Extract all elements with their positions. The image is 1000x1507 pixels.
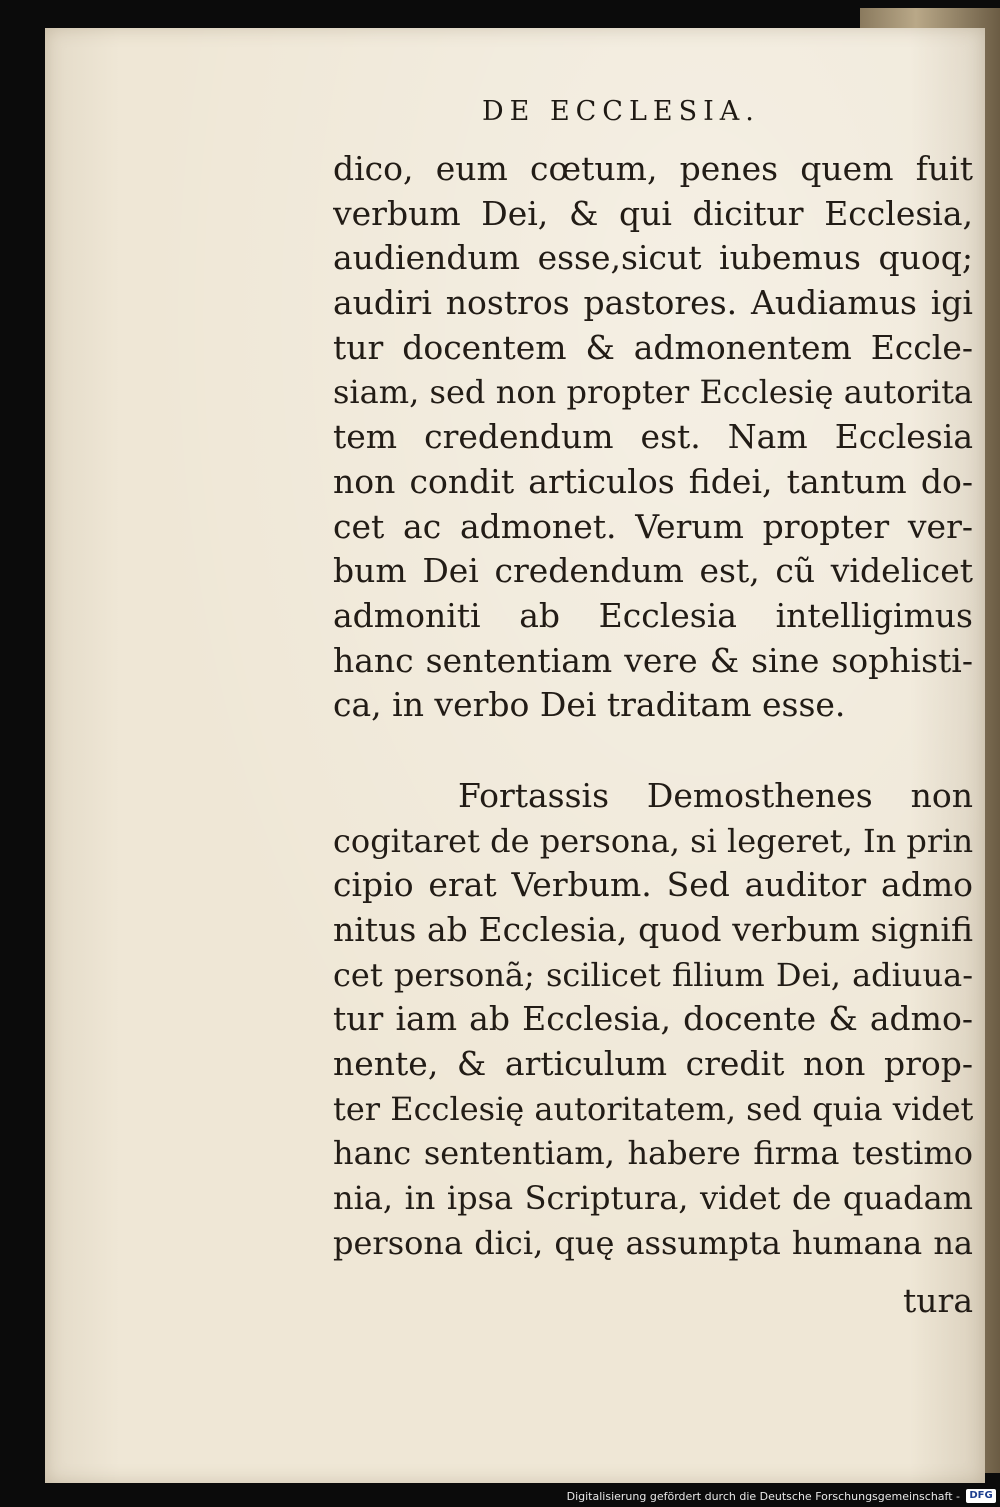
text-line: cet personã; scilicet filium Dei, adiuua- (333, 955, 973, 994)
text-line: audiri nostros pastores. Audiamus igi (333, 283, 973, 323)
text-line: bum Dei credendum est, cũ videlicet (333, 551, 973, 591)
text-line: cipio erat Verbum. Sed auditor admo (333, 865, 973, 905)
catchword: tura (903, 1281, 973, 1320)
text-line: admoniti ab Ecclesia intelligimus (333, 595, 973, 635)
text-line: tur docentem & admonentem Eccle- (333, 327, 973, 367)
text-line: hanc sententiam, habere firma testimo (333, 1134, 973, 1173)
text-block (333, 147, 973, 1266)
text-line: dico, eum cœtum, penes quem fuit (333, 149, 973, 188)
text-line: hanc sententiam vere & sine sophisti- (333, 640, 973, 680)
footer-credit: Digitalisierung gefördert durch die Deutsche Forschungsgemeinschaft - (566, 1490, 960, 1503)
text-line: nente, & articulum credit non prop- (333, 1044, 973, 1084)
footer-bar (0, 1483, 1000, 1507)
text-line: Fortassis Demosthenes non (458, 775, 973, 815)
text-line: ter Ecclesię autoritatem, sed quia videt (333, 1089, 973, 1128)
text-line: non condit articulos fidei, tantum do- (333, 461, 973, 501)
text-line: siam, sed non propter Ecclesię autorita (333, 373, 973, 412)
text-line: tem credendum est. Nam Ecclesia (333, 417, 973, 457)
text-line: audiendum esse,sicut iubemus quoq; (333, 238, 973, 278)
text-line: nia, in ipsa Scriptura, videt de quadam (333, 1179, 973, 1218)
paragraph-2 (333, 774, 973, 1266)
text-line: cogitaret de persona, si legeret, In prin (333, 821, 973, 860)
text-line: tur iam ab Ecclesia, docente & admo- (333, 999, 973, 1039)
text-line: verbum Dei, & qui dicitur Ecclesia, (333, 193, 973, 233)
text-line: nitus ab Ecclesia, quod verbum signifi (333, 910, 973, 949)
text-line: ca, in verbo Dei traditam esse. (333, 685, 846, 725)
paragraph-1 (333, 147, 973, 728)
text-line: persona dici, quę assumpta humana na (333, 1223, 973, 1262)
dfg-logo: DFG (966, 1489, 996, 1503)
running-head: DE ECCLESIA. (482, 96, 760, 127)
text-line: cet ac admonet. Verum propter ver- (333, 506, 973, 546)
